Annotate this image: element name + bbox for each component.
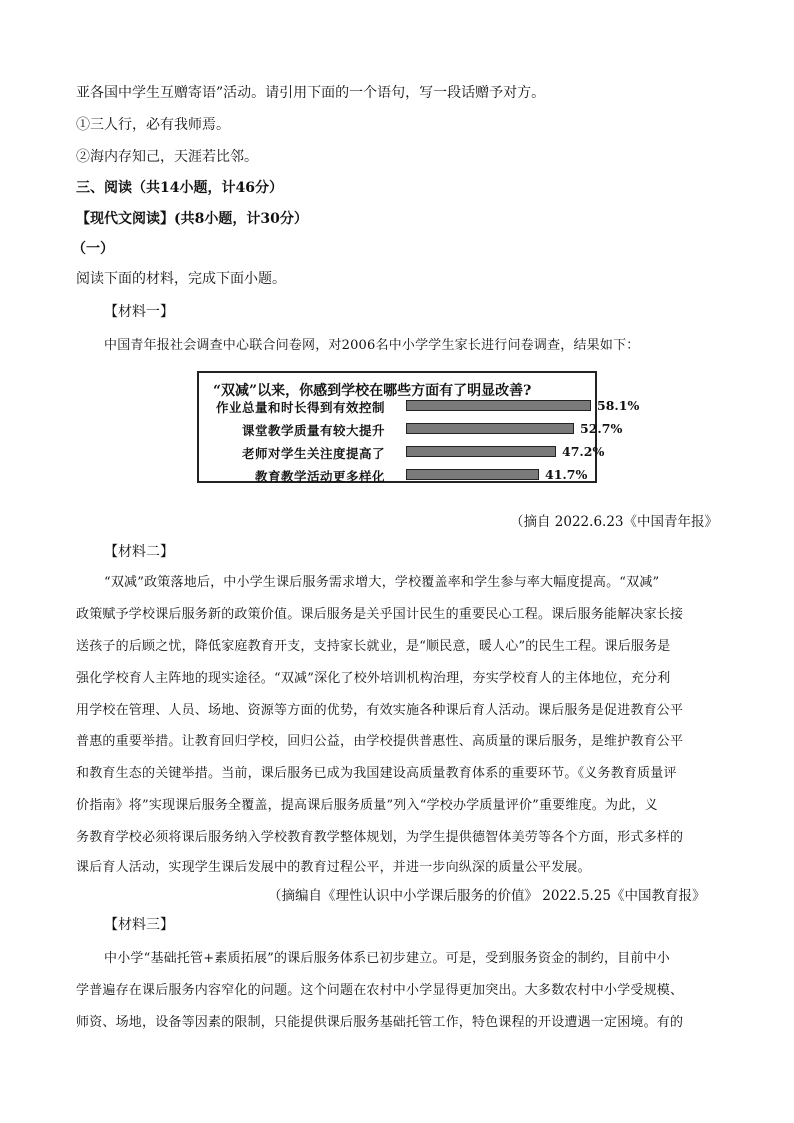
material-1-source: （摘自 2022.6.23《中国青年报》	[510, 514, 718, 530]
paragraph-line: 课后育人活动，实现学生课后发展中的教育过程公平，并进一步向纵深的质量公平发展。	[76, 860, 591, 875]
chart-value-label: 52.7%	[580, 421, 623, 436]
material-2-source: （摘编自《理性认识中小学课后服务的价值》 2022.5.25《中国教育报》	[268, 888, 706, 904]
chart-category-label: 课堂教学质量有较大提升	[241, 423, 385, 438]
section-heading: 三、阅读（共14小题，计46分）	[76, 180, 283, 196]
question-prompt: 亚各国中学生互赠寄语”活动。请引用下面的一个语句，写一段话赠予对方。	[76, 85, 546, 101]
paragraph-line: 中小学“基础托管+素质拓展”的课后服务体系已初步建立。可是，受到服务资金的制约，目前中小	[104, 951, 670, 966]
chart-bar	[406, 446, 556, 457]
paragraph-line: 师资、场地，设备等因素的限制，只能提供课后服务基础托管工作，特色课程的开设遭遇一定困境。有的	[76, 1015, 684, 1030]
chart-bar	[406, 400, 591, 411]
chart-value-label: 41.7%	[545, 467, 588, 482]
paragraph-line: 强化学校育人主阵地的现实途径。“双减”深化了校外培训机构治理，夯实学校育人的主体地位，充分利	[76, 671, 671, 686]
chart-title: “双减”以来，你感到学校在哪些方面有了明显改善?	[213, 383, 532, 399]
chart-category-label: 教育教学活动更多样化	[254, 469, 385, 484]
material-2-label: 【材料二】	[104, 544, 174, 560]
option-2: ②海内存知己，天涯若比邻。	[76, 149, 258, 165]
instruction: 阅读下面的材料，完成下面小题。	[76, 271, 286, 287]
paragraph-line: “双减”政策落地后，中小学生课后服务需求增大，学校覆盖率和学生参与率大幅度提高。“双减”	[104, 575, 660, 590]
chart-bar	[406, 469, 539, 480]
paragraph-line: 和教育生态的关键举措。当前，课后服务已成为我国建设高质量教育体系的重要环节。《义务教育质量评	[76, 766, 677, 781]
paragraph-line: 普惠的重要举措。让教育回归学校，回归公益，由学校提供普惠性、高质量的课后服务，是维护教育公平	[76, 734, 684, 749]
paragraph-line: 务教育学校必须将课后服务纳入学校教育教学整体规划，为学生提供德智体美劳等各个方面，形式多样的	[76, 830, 684, 845]
sub-heading: 【现代文阅读】(共8小题，计30分）	[76, 211, 308, 227]
material-1-label: 【材料一】	[104, 304, 174, 320]
chart-category-label: 作业总量和时长得到有效控制	[215, 400, 385, 415]
paragraph-line: 学普遍存在课后服务内容窄化的问题。这个问题在农村中小学显得更加突出。大多数农村中小学受规模、	[76, 983, 684, 998]
chart-bar	[406, 423, 574, 434]
chart-value-label: 47.2%	[562, 444, 605, 459]
survey-chart	[197, 371, 640, 484]
paragraph-line: 价指南》将”实现课后服务全覆盖，提高课后服务质量”列入“学校办学质量评价”重要维度。为此，义	[76, 798, 658, 813]
part-label: （一）	[72, 241, 114, 257]
chart-value-label: 58.1%	[597, 398, 640, 413]
option-1: ①三人行，必有我师焉。	[76, 117, 230, 133]
paragraph-line: 用学校在管理、人员、场地、资源等方面的优势，有效实施各种课后育人活动。课后服务是促进教育公平	[76, 703, 684, 718]
material-3-label: 【材料三】	[104, 917, 174, 933]
paragraph-line: 送孩子的后顾之忧，降低家庭教育开支，支持家长就业，是“顺民意，暖人心”的民生工程。课后服务是	[76, 639, 671, 654]
paragraph-line: 政策赋予学校课后服务新的政策价值。课后服务是关乎国计民生的重要民心工程。课后服务能解决家长接	[76, 607, 684, 622]
chart-category-label: 老师对学生关注度提高了	[241, 446, 385, 461]
material-1-intro: 中国青年报社会调查中心联合问卷网，对2006名中小学学生家长进行问卷调查，结果如下：	[104, 338, 640, 353]
